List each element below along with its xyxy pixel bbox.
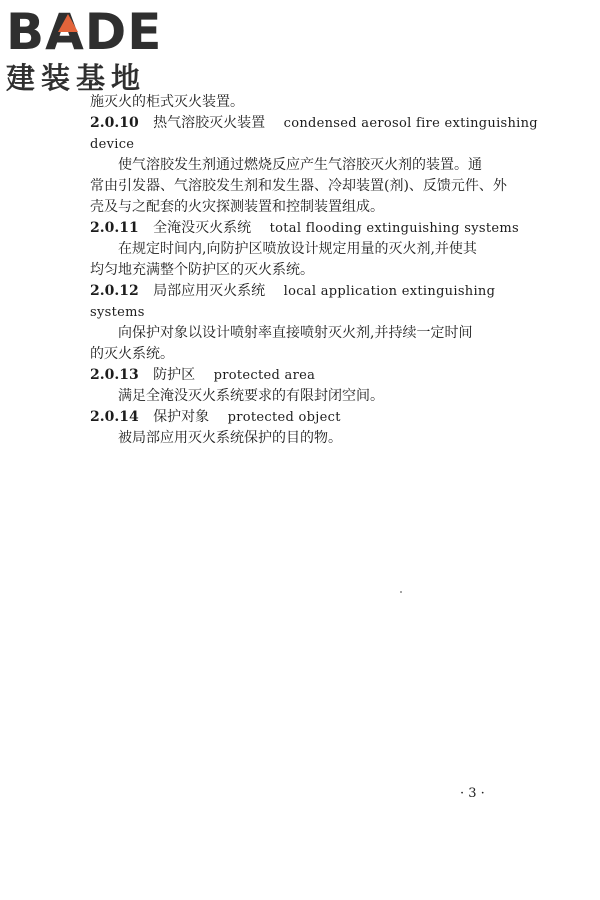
term-zh: 保护对象	[153, 409, 210, 425]
term-heading-2-0-11	[90, 218, 519, 239]
term-number: 2.0.11	[90, 220, 139, 236]
term-en: local application extinguishing	[283, 284, 496, 299]
definition-line: 在规定时间内,向防护区喷放设计规定用量的灭火剂,并使其	[118, 241, 477, 257]
logo-subtitle: 建装基地	[6, 61, 147, 95]
definition-line: 壳及与之配套的火灾探测装置和控制装置组成。	[90, 199, 384, 215]
term-number: 2.0.14	[90, 409, 139, 425]
definition-line: 的灭火系统。	[90, 346, 174, 362]
page-number: · 3 ·	[460, 786, 485, 801]
term-number: 2.0.13	[90, 367, 139, 383]
term-en: total flooding extinguishing systems	[269, 221, 519, 236]
term-heading-2-0-12	[90, 281, 510, 302]
logo-mark: BADE	[6, 3, 163, 61]
definition-line: 被局部应用灭火系统保护的目的物。	[118, 430, 342, 446]
definition-line: 使气溶胶发生剂通过燃烧反应产生气溶胶灭火剂的装置。通	[118, 157, 482, 173]
definition-line: 均匀地充满整个防护区的灭火系统。	[90, 262, 314, 278]
term-zh: 热气溶胶灭火装置	[153, 115, 266, 131]
term-zh: 防护区	[153, 367, 196, 383]
logo-triangle-icon	[58, 14, 78, 32]
term-en-continued: systems	[90, 305, 145, 320]
term-heading-2-0-14	[90, 407, 510, 428]
term-number: 2.0.10	[90, 115, 139, 131]
definition-line: 向保护对象以设计喷射率直接喷射灭火剂,并持续一定时间	[118, 325, 473, 341]
term-zh: 全淹没灭火系统	[153, 220, 252, 236]
term-en: protected object	[227, 410, 341, 425]
definition-line: 满足全淹没灭火系统要求的有限封闭空间。	[118, 388, 384, 404]
term-zh: 局部应用灭火系统	[153, 283, 266, 299]
term-number: 2.0.12	[90, 283, 139, 299]
scan-speck	[400, 591, 402, 593]
term-heading-2-0-10	[90, 113, 538, 134]
definition-line: 常由引发器、气溶胶发生剂和发生器、冷却装置(剂)、反馈元件、外	[90, 178, 507, 194]
continuation-text: 施灭火的柜式灭火装置。	[90, 94, 244, 110]
term-en-continued: device	[90, 137, 135, 152]
document-body	[90, 92, 538, 449]
term-en: protected area	[213, 368, 316, 383]
term-heading-2-0-13	[90, 365, 510, 386]
logo	[6, 3, 176, 96]
term-en: condensed aerosol fire extinguishing	[283, 116, 538, 131]
